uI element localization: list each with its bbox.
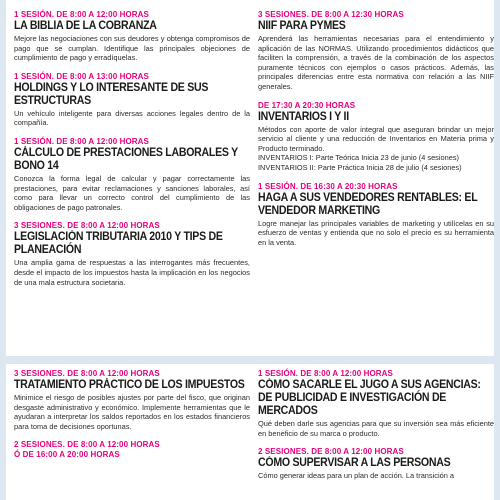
course-item [14, 440, 250, 460]
course-description: Métodos con aporte de valor integral que aseguran brindar un mejor servicio al cliente y una reducción de Inventarios en Materia prima y Producto terminado. INVENTARIOS I: Parte Teórica Inicia 23 de junio (4 sesiones) INVENTARIOS II: Parte Práctica Inicia 28 de julio (4 sesiones) [258, 124, 494, 172]
course-description: Qué deben darle sus agencias para que su inversión sea más eficiente en beneficio de su marca o producto. [258, 419, 494, 438]
course-item [14, 221, 250, 287]
course-panel-bottom [6, 364, 494, 500]
course-session: 1 SESIÓN. DE 16:30 A 20:30 HORAS [258, 181, 398, 191]
course-description: Logre manejar las principales variables de marketing y utilícelas en su esfuerzo de ventas y entienda que no solo el precio es su herramienta en la venta. [258, 218, 494, 247]
course-item [258, 369, 494, 438]
course-description: Minimice el riesgo de posibles ajustes por parte del fisco, que originan desgaste administrativo y económico. Implemente herramientas que le ayudaran a interpretar los saldos reportados en los estados financieros para toma de decisiones oportunas. [14, 393, 250, 431]
course-description: Una amplia gama de respuestas a las interrogantes más frecuentes, desde el impacto de los impuestos hasta la implicación en los negocios de una mala estructura societaria. [14, 258, 250, 287]
course-item [258, 101, 494, 173]
course-title: NIIF PARA PYMES [258, 20, 346, 32]
course-description: Mejore las negociaciones con sus deudores y obtenga compromisos de pago que se cumplan. Identifique las principales objeciones de cumplimiento de pago y erradíquelas. [14, 34, 250, 63]
course-panel-top [6, 0, 494, 356]
course-item [14, 10, 250, 63]
course-session: 1 SESIÓN. DE 8:00 A 12:00 HORAS [14, 10, 149, 19]
course-title: TRATAMIENTO PRÁCTICO DE LOS IMPUESTOS [14, 379, 245, 391]
course-session: 2 SESIONES. DE 8:00 A 12:00 HORAS [258, 447, 404, 457]
course-title: LEGISLACIÓN TRIBUTARIA 2010 Y TIPS DE PLANEACIÓN [14, 231, 223, 257]
course-title: CÓMO SACARLE EL JUGO A SUS AGENCIAS: DE PUBLICIDAD E INVESTIGACIÓN DE MERCADOS [258, 379, 481, 417]
course-title: HOLDINGS Y LO INTERESANTE DE SUS ESTRUCTURAS [14, 81, 209, 107]
course-description: Aprenderá las herramientas necesarias para el entendimiento y aplicación de las NORMAS. Utilizando procedimientos didácticos que faciliten la comprensión, a través de la combinación de los aspectos puramente técnicos con ejemplos o casos prácticos. Además, las principales diferencias entre esta normativa con relación a las NIIF generales. [258, 34, 494, 91]
course-session: 1 SESIÓN. DE 8:00 A 12:00 HORAS [258, 369, 393, 378]
course-title: INVENTARIOS I Y II [258, 110, 349, 123]
course-session: 2 SESIONES. DE 8:00 A 12:00 HORAS [14, 440, 160, 450]
course-session: 3 SESIONES. DE 8:00 A 12:00 HORAS [14, 221, 160, 231]
course-session: 1 SESIÓN. DE 8:00 A 12:00 HORAS [14, 136, 149, 146]
course-session: 3 SESIONES. DE 8:00 A 12:00 HORAS [14, 369, 160, 378]
course-column-left [14, 10, 250, 296]
course-title: CÁLCULO DE PRESTACIONES LABORALES Y BONO 14 [14, 146, 238, 172]
course-column-right [258, 10, 494, 256]
course-item [258, 447, 494, 481]
course-column-left [14, 369, 250, 469]
course-session: 1 SESIÓN. DE 8:00 A 13:00 HORAS [14, 71, 149, 81]
section-divider [0, 356, 500, 364]
course-item [258, 182, 494, 248]
course-item [14, 72, 250, 128]
course-column-right [258, 369, 494, 490]
course-title: HAGA A SUS VENDEDORES RENTABLES: EL VENDEDOR MARKETING [258, 191, 478, 217]
course-description: Cómo generar ideas para un plan de acción. La transición a [258, 471, 454, 481]
course-item [14, 369, 250, 431]
course-session: DE 17:30 A 20:30 HORAS [258, 100, 356, 110]
course-item [14, 137, 250, 212]
course-description: Un vehículo inteligente para diversas acciones legales dentro de la compañía. [14, 108, 250, 128]
course-title: CÓMO SUPERVISAR A LAS PERSONAS [258, 457, 451, 470]
course-item [258, 10, 494, 92]
course-session: 3 SESIONES. DE 8:00 A 12:30 HORAS [258, 10, 404, 19]
course-title: LA BIBLIA DE LA COBRANZA [14, 20, 157, 32]
course-session-alt: Ó DE 16:00 A 20:00 HORAS [14, 450, 120, 460]
course-description: Conozca la forma legal de calcular y pagar correctamente las prestaciones, para evitar reclamaciones y sanciones laborales, así como para llevar un correcto control del cumplimiento de las obligaciones de pago patronales. [14, 173, 250, 212]
